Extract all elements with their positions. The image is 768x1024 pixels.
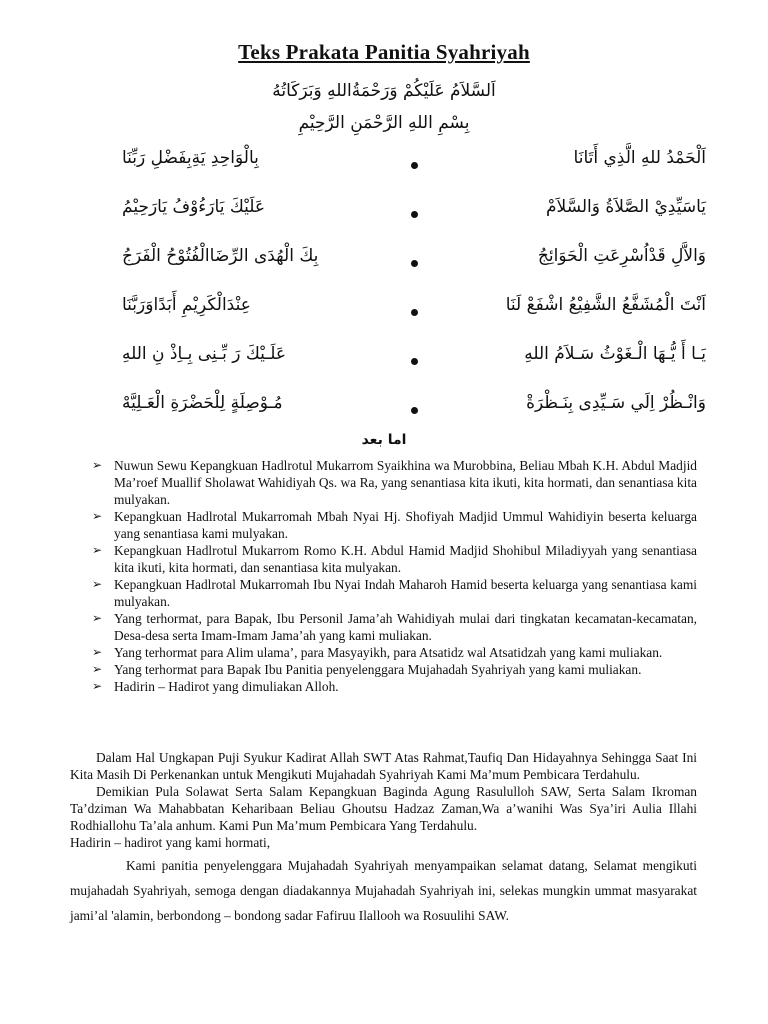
verse-second-half: عَلَـيْكَ رَ بِّـنِى بِـاِذْ نِ اللهِ bbox=[122, 344, 287, 364]
paragraph: Kami panitia penyelenggara Mujahadah Syahriyah menyampaikan selamat datang, Selamat mengikuti mujahadah Syahriyah, semoga dengan diadakannya Mujahadah Syahriyah ini, selekas mungkin ummat masyarakat jami’al 'alamin, berbondong – bondong sadar Fafiruu Ilallooh wa Rosuulihi SAW. bbox=[70, 858, 697, 923]
arrow-bullet-icon: ➢ bbox=[92, 662, 103, 676]
syair-row bbox=[0, 189, 768, 238]
list-item bbox=[92, 644, 697, 661]
document-title: Teks Prakata Panitia Syahriyah bbox=[238, 40, 530, 64]
verse-second-half: عِنْدَالْكَرِيْمِ أَبَدًاوَرَبَّنَا bbox=[122, 295, 251, 315]
list-item bbox=[92, 457, 697, 508]
list-item-text: Nuwun Sewu Kepangkuan Hadlrotul Mukarrom Syaikhina wa Murobbina, Beliau Mbah K.H. Abdul Madjid Ma’roef Muallif Sholawat Wahidiyah Qs. wa Ra, yang senantiasa kita ikuti, kita hormati, dan senantiasa kita mulyakan. bbox=[114, 458, 697, 507]
verse-second-half: عَلَيْكَ يَارَءُوْفُ يَارَحِيْمُ bbox=[122, 197, 266, 217]
verse-first-half: وَالاَّلِ قَدْاُسْرِعَتِ الْحَوَائِجُ bbox=[537, 246, 706, 266]
paragraph: Demikian Pula Solawat Serta Salam Kepangkuan Baginda Agung Rasululloh SAW, Serta Salam Ikroman Ta’dziman Wa Mahabbatan Keharibaan Beliau Ghoutsu Hadzaz Zaman,Wa a’wanihi Was Sya’iri Aulia Illahi Rodhiallohu Ta’ala anhum. Kami Pun Ma’mum Pembicara Yang Terdahulu. bbox=[70, 784, 697, 833]
paragraph: Dalam Hal Ungkapan Puji Syukur Kadirat Allah SWT Atas Rahmat,Taufiq Dan Hidayahnya Sehingga Saat Ini Kita Masih Di Perkenankan untuk Mengikuti Mujahadah Syahriyah Kami Ma’mum Pembicara Terdahulu. bbox=[70, 750, 697, 782]
list-item-text: Kepangkuan Hadlrotal Mukarromah Ibu Nyai Indah Maharoh Hamid beserta keluarga yang senantiasa kami mulyakan. bbox=[114, 577, 697, 609]
verse-separator-dot bbox=[411, 260, 418, 267]
basmalah: بِسْمِ اللهِ الرَّحْمَنِ الرَّحِيْمِ bbox=[298, 113, 470, 133]
list-item bbox=[92, 576, 697, 610]
syair-row bbox=[0, 385, 768, 434]
verse-second-half: بِالْوَاحِدِ يَةِبِفَضْلِ رَبِّنَا bbox=[122, 148, 259, 168]
paragraph: Hadirin – hadirot yang kami hormati, bbox=[70, 835, 271, 850]
syair-row bbox=[0, 336, 768, 385]
list-item bbox=[92, 661, 697, 678]
amma-badu-heading: اما بعد bbox=[361, 432, 407, 448]
body-paragraphs bbox=[70, 749, 697, 928]
arrow-bullet-icon: ➢ bbox=[92, 645, 103, 659]
list-item-text: Hadirin – Hadirot yang dimuliakan Alloh. bbox=[114, 679, 339, 694]
syair-verses bbox=[0, 140, 768, 434]
arrow-bullet-icon: ➢ bbox=[92, 577, 103, 591]
honorific-list bbox=[92, 457, 697, 695]
list-item-text: Yang terhormat para Bapak Ibu Panitia penyelenggara Mujahadah Syahriyah yang kami muliakan. bbox=[114, 662, 642, 677]
list-item bbox=[92, 508, 697, 542]
verse-second-half: بِكَ الْهُدَى الرِّضَاالْفُتُوْحُ الْفَرَجُ bbox=[122, 246, 319, 266]
list-item-text: Kepangkuan Hadlrotal Mukarromah Mbah Nyai Hj. Shofiyah Madjid Ummul Wahidiyin beserta keluarga yang senantiasa kami mulyakan. bbox=[114, 509, 697, 541]
arrow-bullet-icon: ➢ bbox=[92, 611, 103, 625]
verse-second-half: مُـوْصِلَةٍ لِلْحَضْرَةِ الْعَـلِيَّهْ bbox=[122, 393, 283, 413]
syair-row bbox=[0, 238, 768, 287]
list-item-text: Yang terhormat para Alim ulama’, para Masyayikh, para Atsatidz wal Atsatidzah yang kami muliakan. bbox=[114, 645, 663, 660]
salam-greeting: اَلسَّلاَمُ عَلَيْكُمْ وَرَحْمَةُاللهِ وَبَرَكَاتُهُ bbox=[272, 81, 496, 101]
arrow-bullet-icon: ➢ bbox=[92, 543, 103, 557]
list-item bbox=[92, 678, 697, 695]
arrow-bullet-icon: ➢ bbox=[92, 679, 103, 693]
list-item-text: Kepangkuan Hadlrotul Mukarrom Romo K.H. Abdul Hamid Madjid Shohibul Miladiyyah yang senantiasa kita ikuti, kita hormati, dan senantiasa kita mulyakan. bbox=[114, 543, 697, 575]
arrow-bullet-icon: ➢ bbox=[92, 509, 103, 523]
verse-separator-dot bbox=[411, 407, 418, 414]
list-item bbox=[92, 610, 697, 644]
verse-separator-dot bbox=[411, 309, 418, 316]
syair-row bbox=[0, 287, 768, 336]
syair-row bbox=[0, 140, 768, 189]
verse-first-half: يَـا أَ يُّـهَا الْـغَوْثُ سَـلاَمُ اللهِ bbox=[524, 344, 706, 364]
verse-first-half: يَاسَيِّدِيْ الصَّلاَةُ وَالسَّلاَمْ bbox=[546, 197, 706, 217]
verse-first-half: اَلْحَمْدُ للهِ الَّذِي أَتَانَا bbox=[573, 148, 706, 168]
arrow-bullet-icon: ➢ bbox=[92, 458, 103, 472]
verse-separator-dot bbox=[411, 211, 418, 218]
list-item bbox=[92, 542, 697, 576]
list-item-text: Yang terhormat, para Bapak, Ibu Personil Jama’ah Wahidiyah mulai dari tingkatan kecamatan-kecamatan, Desa-desa serta Imam-Imam Jama’ah yang kami muliakan. bbox=[114, 611, 697, 643]
verse-separator-dot bbox=[411, 358, 418, 365]
verse-separator-dot bbox=[411, 162, 418, 169]
verse-first-half: وَانْـظُرْ اِلَي سَـيِّدِى بِنَـظْرَةْ bbox=[526, 393, 706, 413]
verse-first-half: اَنْتَ الْمُشَفَّعُ الشَّفِيْعُ اشْفَعْ لَنَا bbox=[505, 295, 706, 315]
